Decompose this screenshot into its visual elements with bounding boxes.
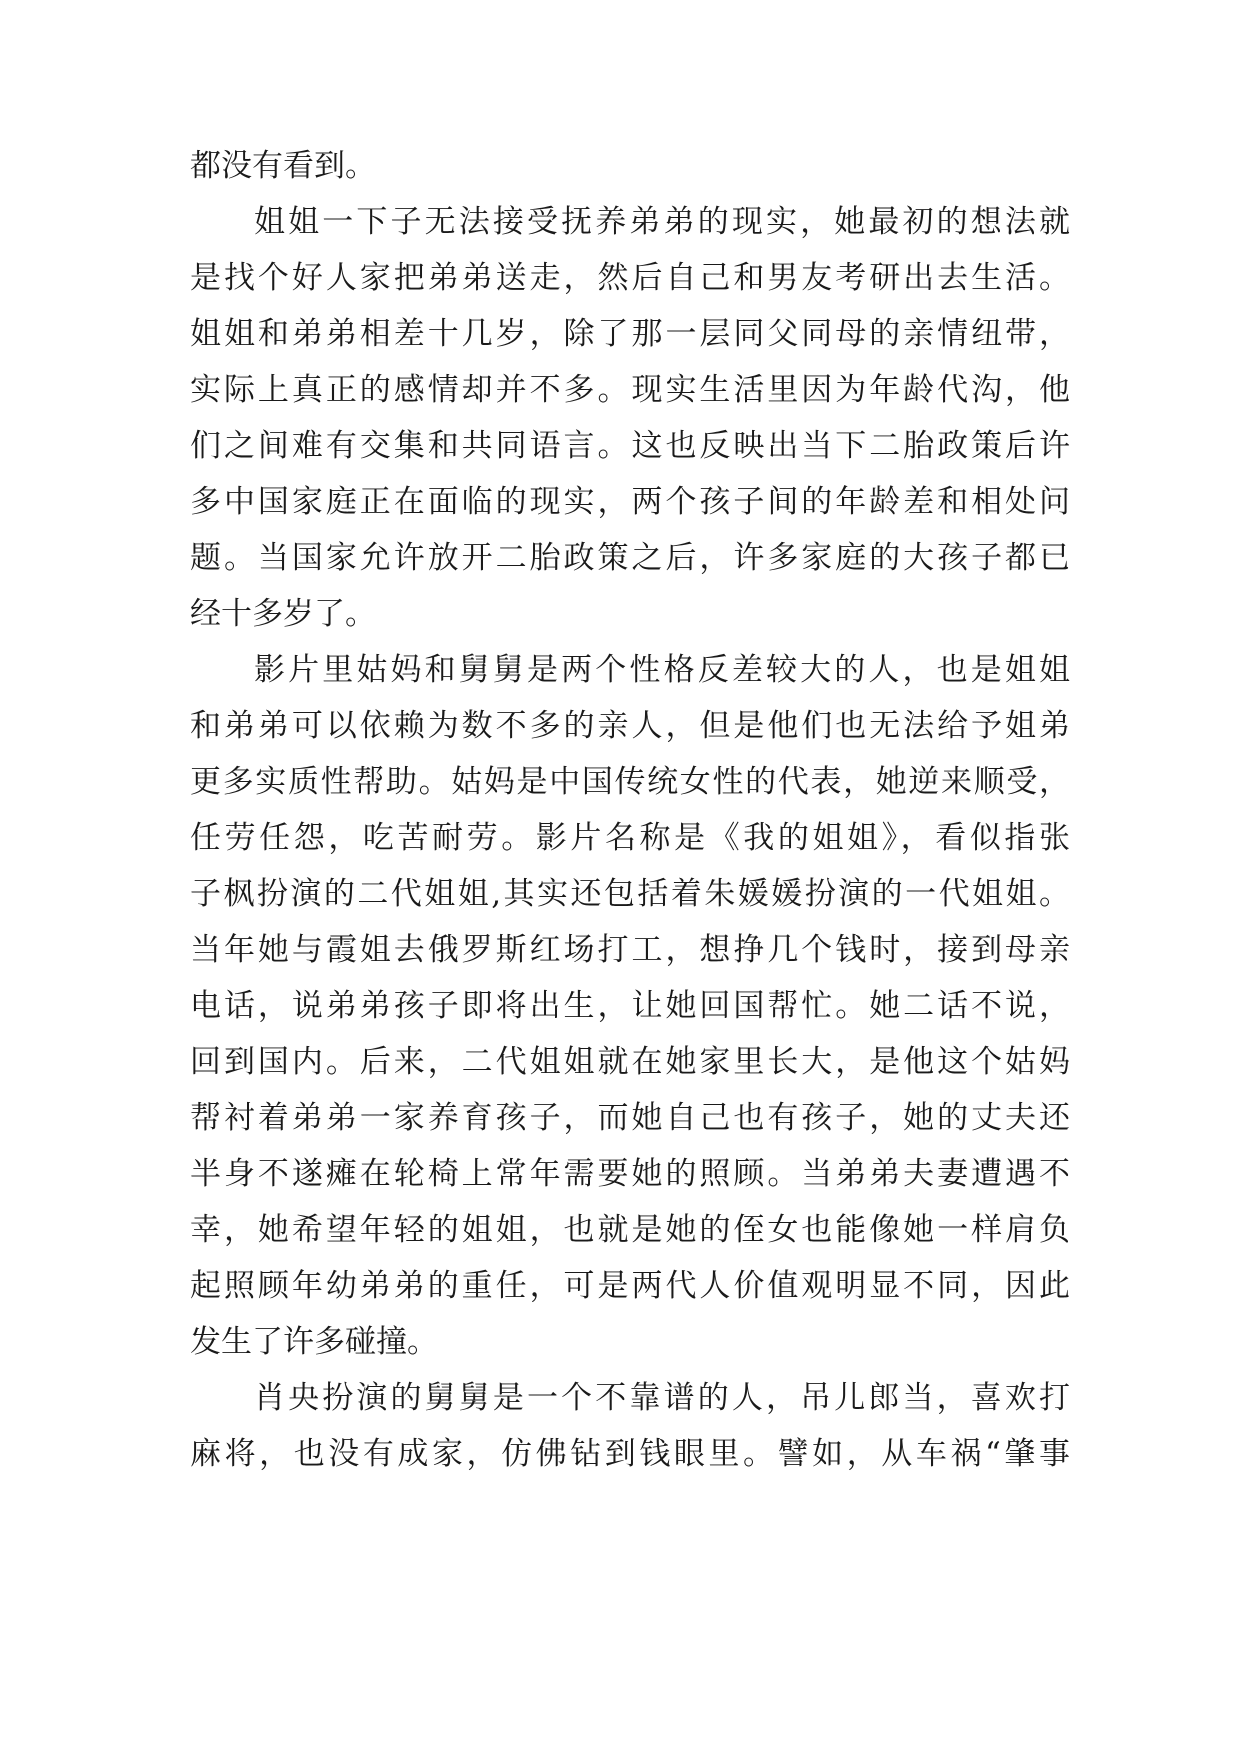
text-line: 们之间难有交集和共同语言。这也反映出当下二胎政策后许 <box>190 428 1070 464</box>
text-line: 题。当国家允许放开二胎政策之后，许多家庭的大孩子都已 <box>190 540 1070 576</box>
text-line: 是找个好人家把弟弟送走，然后自己和男友考研出去生活。 <box>190 260 1070 296</box>
text-line: 实际上真正的感情却并不多。现实生活里因为年龄代沟，他 <box>190 372 1070 408</box>
text-line: 经十多岁了。 <box>190 596 376 632</box>
text-line: 任劳任怨，吃苦耐劳。影片名称是《我的姐姐》，看似指张 <box>190 820 1070 856</box>
paragraph-first-line: 肖央扮演的舅舅是一个不靠谱的人，吊儿郎当，喜欢打 <box>254 1380 1070 1416</box>
paragraph-first-line: 姐姐一下子无法接受抚养弟弟的现实，她最初的想法就 <box>254 204 1070 240</box>
text-line: 子枫扮演的二代姐姐,其实还包括着朱媛媛扮演的一代姐姐。 <box>190 876 1070 912</box>
text-line: 起照顾年幼弟弟的重任，可是两代人价值观明显不同，因此 <box>190 1268 1070 1304</box>
text-line: 都没有看到。 <box>190 148 376 184</box>
text-line: 幸，她希望年轻的姐姐，也就是她的侄女也能像她一样肩负 <box>190 1212 1070 1248</box>
text-line: 半身不遂瘫在轮椅上常年需要她的照顾。当弟弟夫妻遭遇不 <box>190 1156 1070 1192</box>
text-line: 回到国内。后来，二代姐姐就在她家里长大，是他这个姑妈 <box>190 1044 1070 1080</box>
text-line: 麻将，也没有成家，仿佛钻到钱眼里。譬如，从车祸“肇事 <box>190 1436 1070 1472</box>
text-line: 更多实质性帮助。姑妈是中国传统女性的代表，她逆来顺受， <box>190 764 1070 800</box>
text-line: 帮衬着弟弟一家养育孩子，而她自己也有孩子，她的丈夫还 <box>190 1100 1070 1136</box>
text-line: 姐姐和弟弟相差十几岁，除了那一层同父同母的亲情纽带， <box>190 316 1070 352</box>
text-line: 和弟弟可以依赖为数不多的亲人，但是他们也无法给予姐弟 <box>190 708 1070 744</box>
text-line: 发生了许多碰撞。 <box>190 1324 438 1360</box>
paragraph-first-line: 影片里姑妈和舅舅是两个性格反差较大的人，也是姐姐 <box>254 652 1070 688</box>
text-line: 当年她与霞姐去俄罗斯红场打工，想挣几个钱时，接到母亲 <box>190 932 1070 968</box>
text-line: 多中国家庭正在面临的现实，两个孩子间的年龄差和相处问 <box>190 484 1070 520</box>
text-line: 电话，说弟弟孩子即将出生，让她回国帮忙。她二话不说， <box>190 988 1070 1024</box>
